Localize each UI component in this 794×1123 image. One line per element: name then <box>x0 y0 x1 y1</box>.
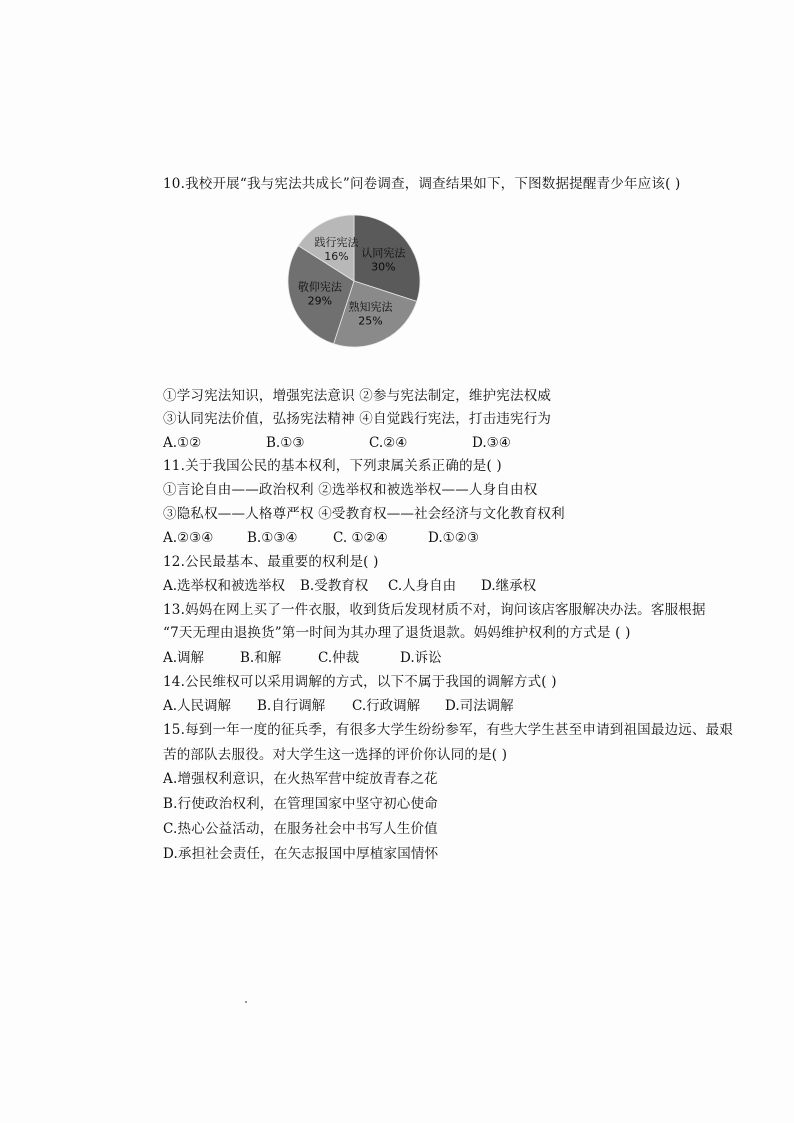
q15-option-a[interactable]: A.增强权利意识，在火热军营中绽放青春之花 <box>163 771 438 787</box>
q11-option-b[interactable]: B.①③④ <box>247 530 298 546</box>
pie-label-3: 践行宪法 <box>314 236 359 250</box>
q12-stem: 12.公民最基本、最重要的权利是( ) <box>163 554 379 570</box>
q15-option-d[interactable]: D.承担社会责任，在矢志报国中厚植家国情怀 <box>163 846 439 862</box>
pie-value-1: 25% <box>358 314 383 328</box>
pie-value-0: 30% <box>371 260 396 274</box>
q15-stem-line2: 苦的部队去服役。对大学生这一选择的评价你认同的是( ) <box>163 747 508 763</box>
pie-label-0: 认同宪法 <box>361 246 406 260</box>
pie-value-3: 16% <box>324 250 349 264</box>
q10-option-b[interactable]: B.①③ <box>266 435 305 451</box>
q11-items-line2: ③隐私权——人格尊严权 ④受教育权——社会经济与文化教育权利 <box>163 506 565 522</box>
q12-option-a[interactable]: A.选举权和被选举权 <box>163 578 286 594</box>
q14-option-c[interactable]: C.行政调解 <box>352 698 421 714</box>
q13-option-a[interactable]: A.调解 <box>163 650 205 666</box>
q10-pie-chart <box>282 196 427 366</box>
q14-option-b[interactable]: B.自行调解 <box>257 698 326 714</box>
q13-option-d[interactable]: D.诉讼 <box>400 650 442 666</box>
pie-value-2: 29% <box>307 294 333 308</box>
pie-label-2: 敬仰宪法 <box>297 280 342 294</box>
q11-option-c[interactable]: C. ①②④ <box>333 530 388 546</box>
q14-option-d[interactable]: D.司法调解 <box>445 698 514 714</box>
q10-items-line1: ①学习宪法知识，增强宪法意识 ②参与宪法制定，维护宪法权威 <box>163 388 552 404</box>
q15-option-b[interactable]: B.行使政治权利，在管理国家中坚守初心使命 <box>163 796 438 812</box>
q15-stem-line1: 15.每到一年一度的征兵季，有很多大学生纷纷参军，有些大学生甚至申请到祖国最边远、最艰 <box>163 722 734 738</box>
q10-option-d[interactable]: D.③④ <box>472 435 511 451</box>
q13-stem-line2: “7天无理由退换货”第一时间为其办理了退货退款。妈妈维护权利的方式是 ( ) <box>163 625 631 641</box>
q15-option-c[interactable]: C.热心公益活动，在服务社会中书写人生价值 <box>163 821 438 837</box>
q14-stem: 14.公民维权可以采用调解的方式，以下不属于我国的调解方式( ) <box>163 674 557 690</box>
q10-stem: 10.我校开展“我与宪法共成长”问卷调查，调查结果如下，下图数据提醒青少年应该( ) <box>163 176 681 192</box>
q12-option-c[interactable]: C.人身自由 <box>388 578 457 594</box>
q12-option-d[interactable]: D.继承权 <box>481 578 537 594</box>
q10-items-line2: ③认同宪法价值，弘扬宪法精神 ④自觉践行宪法，打击违宪行为 <box>163 411 552 427</box>
pie-chart-svg <box>282 196 427 366</box>
q13-option-b[interactable]: B.和解 <box>240 650 282 666</box>
scan-speck <box>245 1001 247 1003</box>
q11-items-line1: ①言论自由——政治权利 ②选举权和被选举权——人身自由权 <box>163 482 538 498</box>
q11-stem: 11.关于我国公民的基本权利，下列隶属关系正确的是( ) <box>163 458 502 474</box>
q10-option-c[interactable]: C.②④ <box>369 435 408 451</box>
pie-label-1: 熟知宪法 <box>348 300 393 314</box>
q11-option-d[interactable]: D.①②③ <box>428 530 479 546</box>
q14-option-a[interactable]: A.人民调解 <box>163 698 232 714</box>
q13-option-c[interactable]: C.仲裁 <box>318 650 360 666</box>
q10-option-a[interactable]: A.①② <box>163 435 202 451</box>
q12-option-b[interactable]: B.受教育权 <box>300 578 369 594</box>
q13-stem-line1: 13.妈妈在网上买了一件衣服，收到货后发现材质不对，询问该店客服解决办法。客服根据 <box>163 602 706 618</box>
q11-option-a[interactable]: A.②③④ <box>163 530 214 546</box>
